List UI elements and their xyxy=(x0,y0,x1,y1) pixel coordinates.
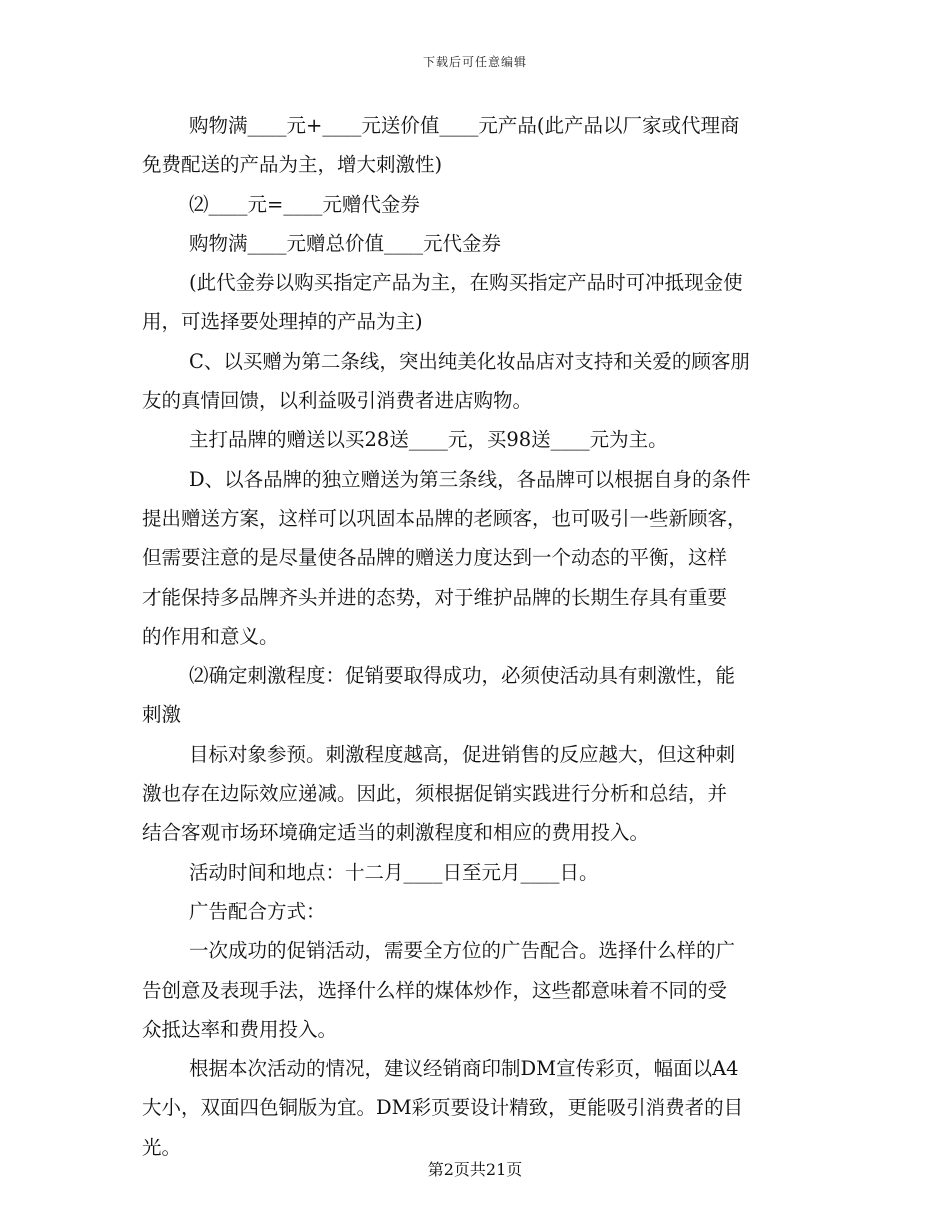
text-line: 光。 xyxy=(142,1135,182,1159)
document-body xyxy=(142,106,806,1167)
text-line: C、以买赠为第二条线，突出纯美化妆品店对支持和关爱的顾客朋 xyxy=(189,349,750,373)
text-line: 购物满____元赠总价值____元代金券 xyxy=(189,231,502,255)
text-line: 主打品牌的赠送以买28送____元，买98送____元为主。 xyxy=(189,428,668,452)
text-line: ⑵确定刺激程度：促销要取得成功，必须使活动具有刺激性，能 xyxy=(189,664,736,688)
text-line: 告创意及表现手法，选择什么样的煤体炒作，这些都意味着不同的受 xyxy=(142,978,728,1002)
text-line: 广告配合方式： xyxy=(189,899,326,923)
text-line: 免费配送的产品为主，增大刺激性) xyxy=(142,153,443,177)
text-line: 的作用和意义。 xyxy=(142,624,279,648)
text-line: 目标对象参预。刺激程度越高，促进销售的反应越大，但这种刺 xyxy=(189,742,736,766)
page-number: 第2页共21页 xyxy=(427,1160,523,1179)
text-line: 购物满____元+____元送价值____元产品(此产品以厂家或代理商 xyxy=(189,114,740,137)
text-line: 众抵达率和费用投入。 xyxy=(142,1017,338,1041)
text-line: D、以各品牌的独立赠送为第三条线，各品牌可以根据自身的条件 xyxy=(189,467,751,491)
text-line: 友的真情回馈，以利益吸引消费者进店购物。 xyxy=(142,389,533,413)
text-line: (此代金券以购买指定产品为主，在购买指定产品时可冲抵现金使 xyxy=(189,271,743,295)
text-line: 一次成功的促销活动，需要全方位的广告配合。选择什么样的广 xyxy=(189,939,736,963)
text-line: 根据本次活动的情况，建议经销商印制DM宣传彩页，幅面以A4 xyxy=(189,1057,739,1081)
text-line: 结合客观市场环境确定适当的刺激程度和相应的费用投入。 xyxy=(142,821,650,845)
text-line: 活动时间和地点：十二月____日至元月____日。 xyxy=(189,860,599,884)
text-line: 刺激 xyxy=(142,703,182,727)
page-header: 下载后可任意编辑 xyxy=(422,55,527,69)
text-line: 提出赠送方案，这样可以巩固本品牌的老顾客，也可吸引一些新顾客， xyxy=(142,506,747,530)
text-line: ⑵____元=____元赠代金券 xyxy=(189,192,420,216)
text-line: 但需要注意的是尽量使各品牌的赠送力度达到一个动态的平衡，这样 xyxy=(142,546,728,570)
text-line: 才能保持多品牌齐头并进的态势，对于维护品牌的长期生存具有重要 xyxy=(142,585,728,609)
text-line: 大小，双面四色铜版为宜。DM彩页要设计精致，更能吸引消费者的目 xyxy=(142,1096,744,1120)
text-line: 激也存在边际效应递减。因此，须根据促销实践进行分析和总结，并 xyxy=(142,782,728,806)
text-line: 用，可选择要处理掉的产品为主) xyxy=(142,310,423,334)
